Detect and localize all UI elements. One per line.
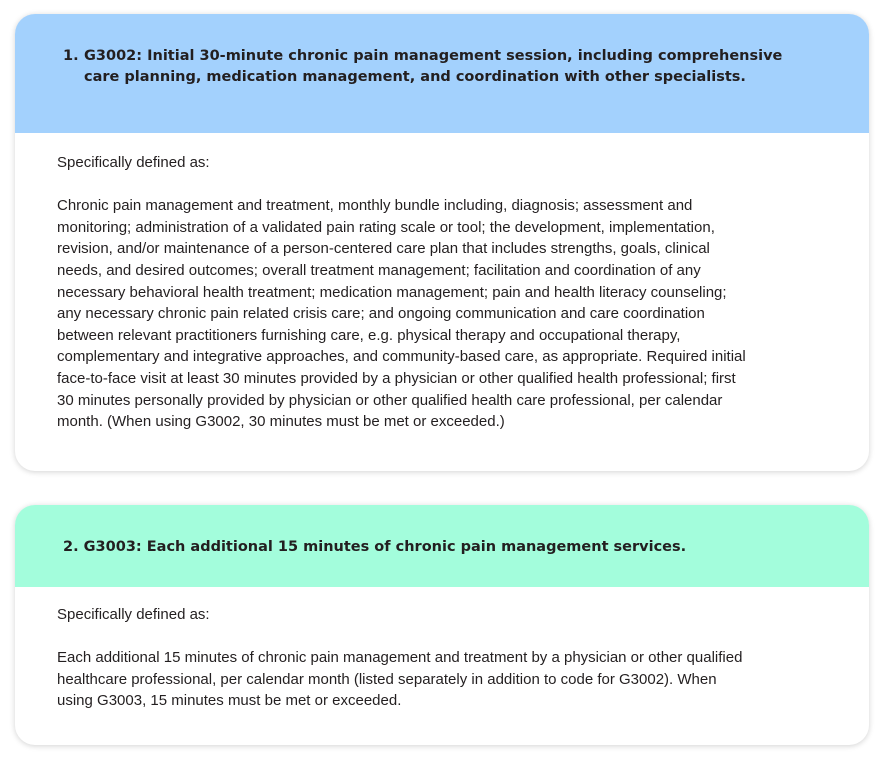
- definition-line: needs, and desired outcomes; overall treatment management; facilitation and coordination of any: [57, 261, 701, 279]
- card-title: 2. G3003: Each additional 15 minutes of chronic pain management services.: [63, 539, 687, 555]
- definition-line: using G3003, 15 minutes must be met or exceeded.: [57, 692, 402, 710]
- definition-line: any necessary chronic pain related crisis care; and ongoing communication and care coordination: [57, 305, 705, 323]
- definition-line: Chronic pain management and treatment, monthly bundle including, diagnosis; assessment and: [57, 197, 693, 215]
- code-card-g3003: [15, 505, 869, 745]
- card-body: [57, 152, 746, 433]
- title-line: G3002: Initial 30-minute chronic pain management session, including comprehensive: [84, 48, 783, 64]
- definition-line: complementary and integrative approaches, and community-based care, as appropriate. Required initial: [57, 348, 746, 366]
- definition-line: 30 minutes personally provided by physician or other qualified health care professional, per calendar: [57, 391, 723, 409]
- title-line: care planning, medication management, and coordination with other specialists.: [84, 69, 746, 85]
- card-header: [15, 14, 869, 133]
- definition-line: monitoring; administration of a validated pain rating scale or tool; the development, implementation,: [57, 218, 715, 236]
- definition-line: between relevant practitioners furnishing care, e.g. physical therapy and occupational therapy,: [57, 326, 681, 344]
- definition-line: necessary behavioral health treatment; medication management; pain and health literacy counseling;: [57, 283, 727, 301]
- definition-label: Specifically defined as:: [57, 154, 210, 171]
- card-title: [63, 46, 782, 88]
- definition-line: face-to-face visit at least 30 minutes provided by a physician or other qualified health professional; first: [57, 369, 736, 387]
- code-card-g3002: [15, 14, 869, 471]
- card-header: [15, 505, 869, 587]
- item-number: 1.: [63, 48, 79, 64]
- definition-label: Specifically defined as:: [57, 606, 210, 623]
- definition-line: month. (When using G3002, 30 minutes must be met or exceeded.): [57, 413, 505, 431]
- definition-line: healthcare professional, per calendar month (listed separately in addition to code for G3002). When: [57, 670, 717, 688]
- card-body: [57, 604, 742, 712]
- definition-line: revision, and/or maintenance of a person-centered care plan that includes strengths, goals, clinical: [57, 240, 710, 258]
- definition-line: Each additional 15 minutes of chronic pain management and treatment by a physician or other qualified: [57, 649, 743, 667]
